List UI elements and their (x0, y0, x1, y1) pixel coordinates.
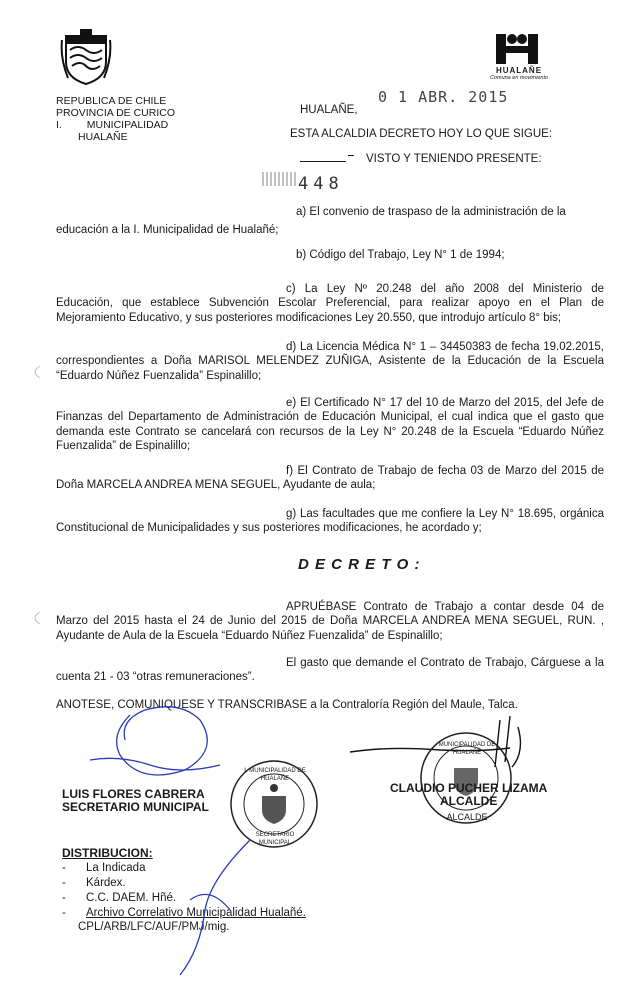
coat-of-arms-icon (60, 28, 112, 86)
issuer-municipality: MUNICIPALIDAD (86, 119, 169, 131)
secretary-name: LUIS FLORES CABRERA (62, 787, 205, 801)
visto-line: VISTO Y TENIENDO PRESENTE: (366, 153, 542, 165)
intro-line: ESTA ALCALDIA DECRETO HOY LO QUE SIGUE: (290, 128, 553, 140)
logo-tagline: Comuna en movimiento (489, 75, 549, 81)
mayor-seal-bottom: ALCALDE (446, 812, 488, 822)
consideration-e: e) El Certificado N° 17 del 10 de Marzo del 2015, del Jefe de Finanzas del Departamento de Administración de Educación Municipal, el cual indica que el gasto que demanda este Contrato se cancelará con recursos de la Ley N° 20.248 de la Escuela “Eduardo Núñez Fuenzalida” de Espinalillo; (56, 397, 604, 453)
issuer-line-municipality (56, 119, 175, 131)
mayor-title: ALCALDE (440, 794, 498, 808)
consideration-d: d) La Licencia Médica N° 1 – 34450383 de fecha 19.02.2015, correspondientes a Doña MARISOL MELENDEZ ZUÑIGA, Asistente de la Educación de la Escuela “Eduardo Núñez Fuenzalida” Espinalillo; (56, 341, 604, 382)
hole-punch-mark-icon (28, 364, 42, 380)
place: HUALAÑE, (300, 104, 358, 116)
issuer-prefix: I. (56, 119, 62, 131)
logo-name: HUALAÑE (495, 66, 543, 75)
distribution-item: - La Indicada (60, 861, 306, 876)
distribution-item: - Archivo Correlativo Municipalidad Hualañé. (60, 906, 306, 921)
consideration-g: g) Las facultades que me confiere la Ley N° 18.695, orgánica Constitucional de Municipalidades y sus posteriores modificaciones, he acordado y; (56, 508, 604, 535)
secretary-title: SECRETARIO MUNICIPAL (62, 800, 209, 814)
resolution-notify: ANOTESE, COMUNIQUESE Y TRANSCRIBASE a la Contraloría Región del Maule, Talca. (56, 699, 518, 711)
pen-stroke-icon (150, 840, 270, 980)
mayor-name: CLAUDIO PUCHER LIZAMA (390, 781, 548, 795)
signature-secretary-icon (90, 695, 230, 795)
issuer-block (56, 95, 175, 143)
faded-stamp (262, 172, 296, 186)
secretary-seal-top: I. MUNICIPALIDAD DE HUALAÑE (244, 768, 306, 782)
blank-line-short (348, 155, 354, 156)
distribution-item: - C.C. DAEM. Hñé. (60, 891, 306, 906)
consideration-a-first: a) El convenio de traspaso de la administración de la (296, 206, 566, 218)
decree-number: 448 (298, 174, 344, 194)
issuer-line-province: PROVINCIA DE CURICO (56, 107, 176, 119)
consideration-b: b) Código del Trabajo, Ley N° 1 de 1994; (296, 249, 505, 261)
issuer-line-commune: HUALAÑE (78, 131, 128, 143)
resolution-approval: APRUÉBASE Contrato de Trabajo a contar desde 04 de Marzo del 2015 hasta el 24 de Junio del 2015 de Doña MARCELA ANDREA MENA SEGUEL, RUN. , Ayudante de Aula de la Escuela “Eduardo Núñez Fuenzalida” de Espinalillo; (56, 601, 604, 642)
distribution-title: DISTRIBUCION: (62, 846, 153, 860)
consideration-f: f) El Contrato de Trabajo de fecha 03 de Marzo del 2015 de Doña MARCELA ANDREA MENA SEGUEL, Ayudante de aula; (56, 465, 604, 492)
distribution-item: - Kárdex. (60, 876, 306, 891)
consideration-a-rest: educación a la I. Municipalidad de Hualañé; (56, 224, 279, 236)
decreto-title: D E C R E T O : (298, 556, 421, 573)
consideration-c: c) La Ley Nº 20.248 del año 2008 del Ministerio de Educación, que establece Subvención Escolar Preferencial, para realizar apoyo en el Plan de Mejoramiento Educativo, y sus posteriores modificaciones Ley 20.550, que introdujo artículo 8° bis; (56, 283, 604, 324)
mayor-seal-top: MUNICIPALIDAD DE HUALAÑE (438, 742, 496, 756)
secretary-seal-bottom: SECRETARIO MUNICIPAL (255, 832, 295, 846)
hualane-logo-icon (494, 30, 542, 66)
issuer-line-country: REPUBLICA DE CHILE (56, 95, 167, 107)
hole-punch-mark-icon (28, 610, 42, 626)
resolution-expense: El gasto que demande el Contrato de Trabajo, Cárguese a la cuenta 21 - 03 “otras remuneraciones”. (56, 657, 604, 684)
blank-line (300, 161, 346, 162)
date-stamp: 0 1 ABR. 2015 (378, 88, 509, 106)
distribution-initials: CPL/ARB/LFC/AUF/PMJ/mig. (78, 921, 230, 933)
